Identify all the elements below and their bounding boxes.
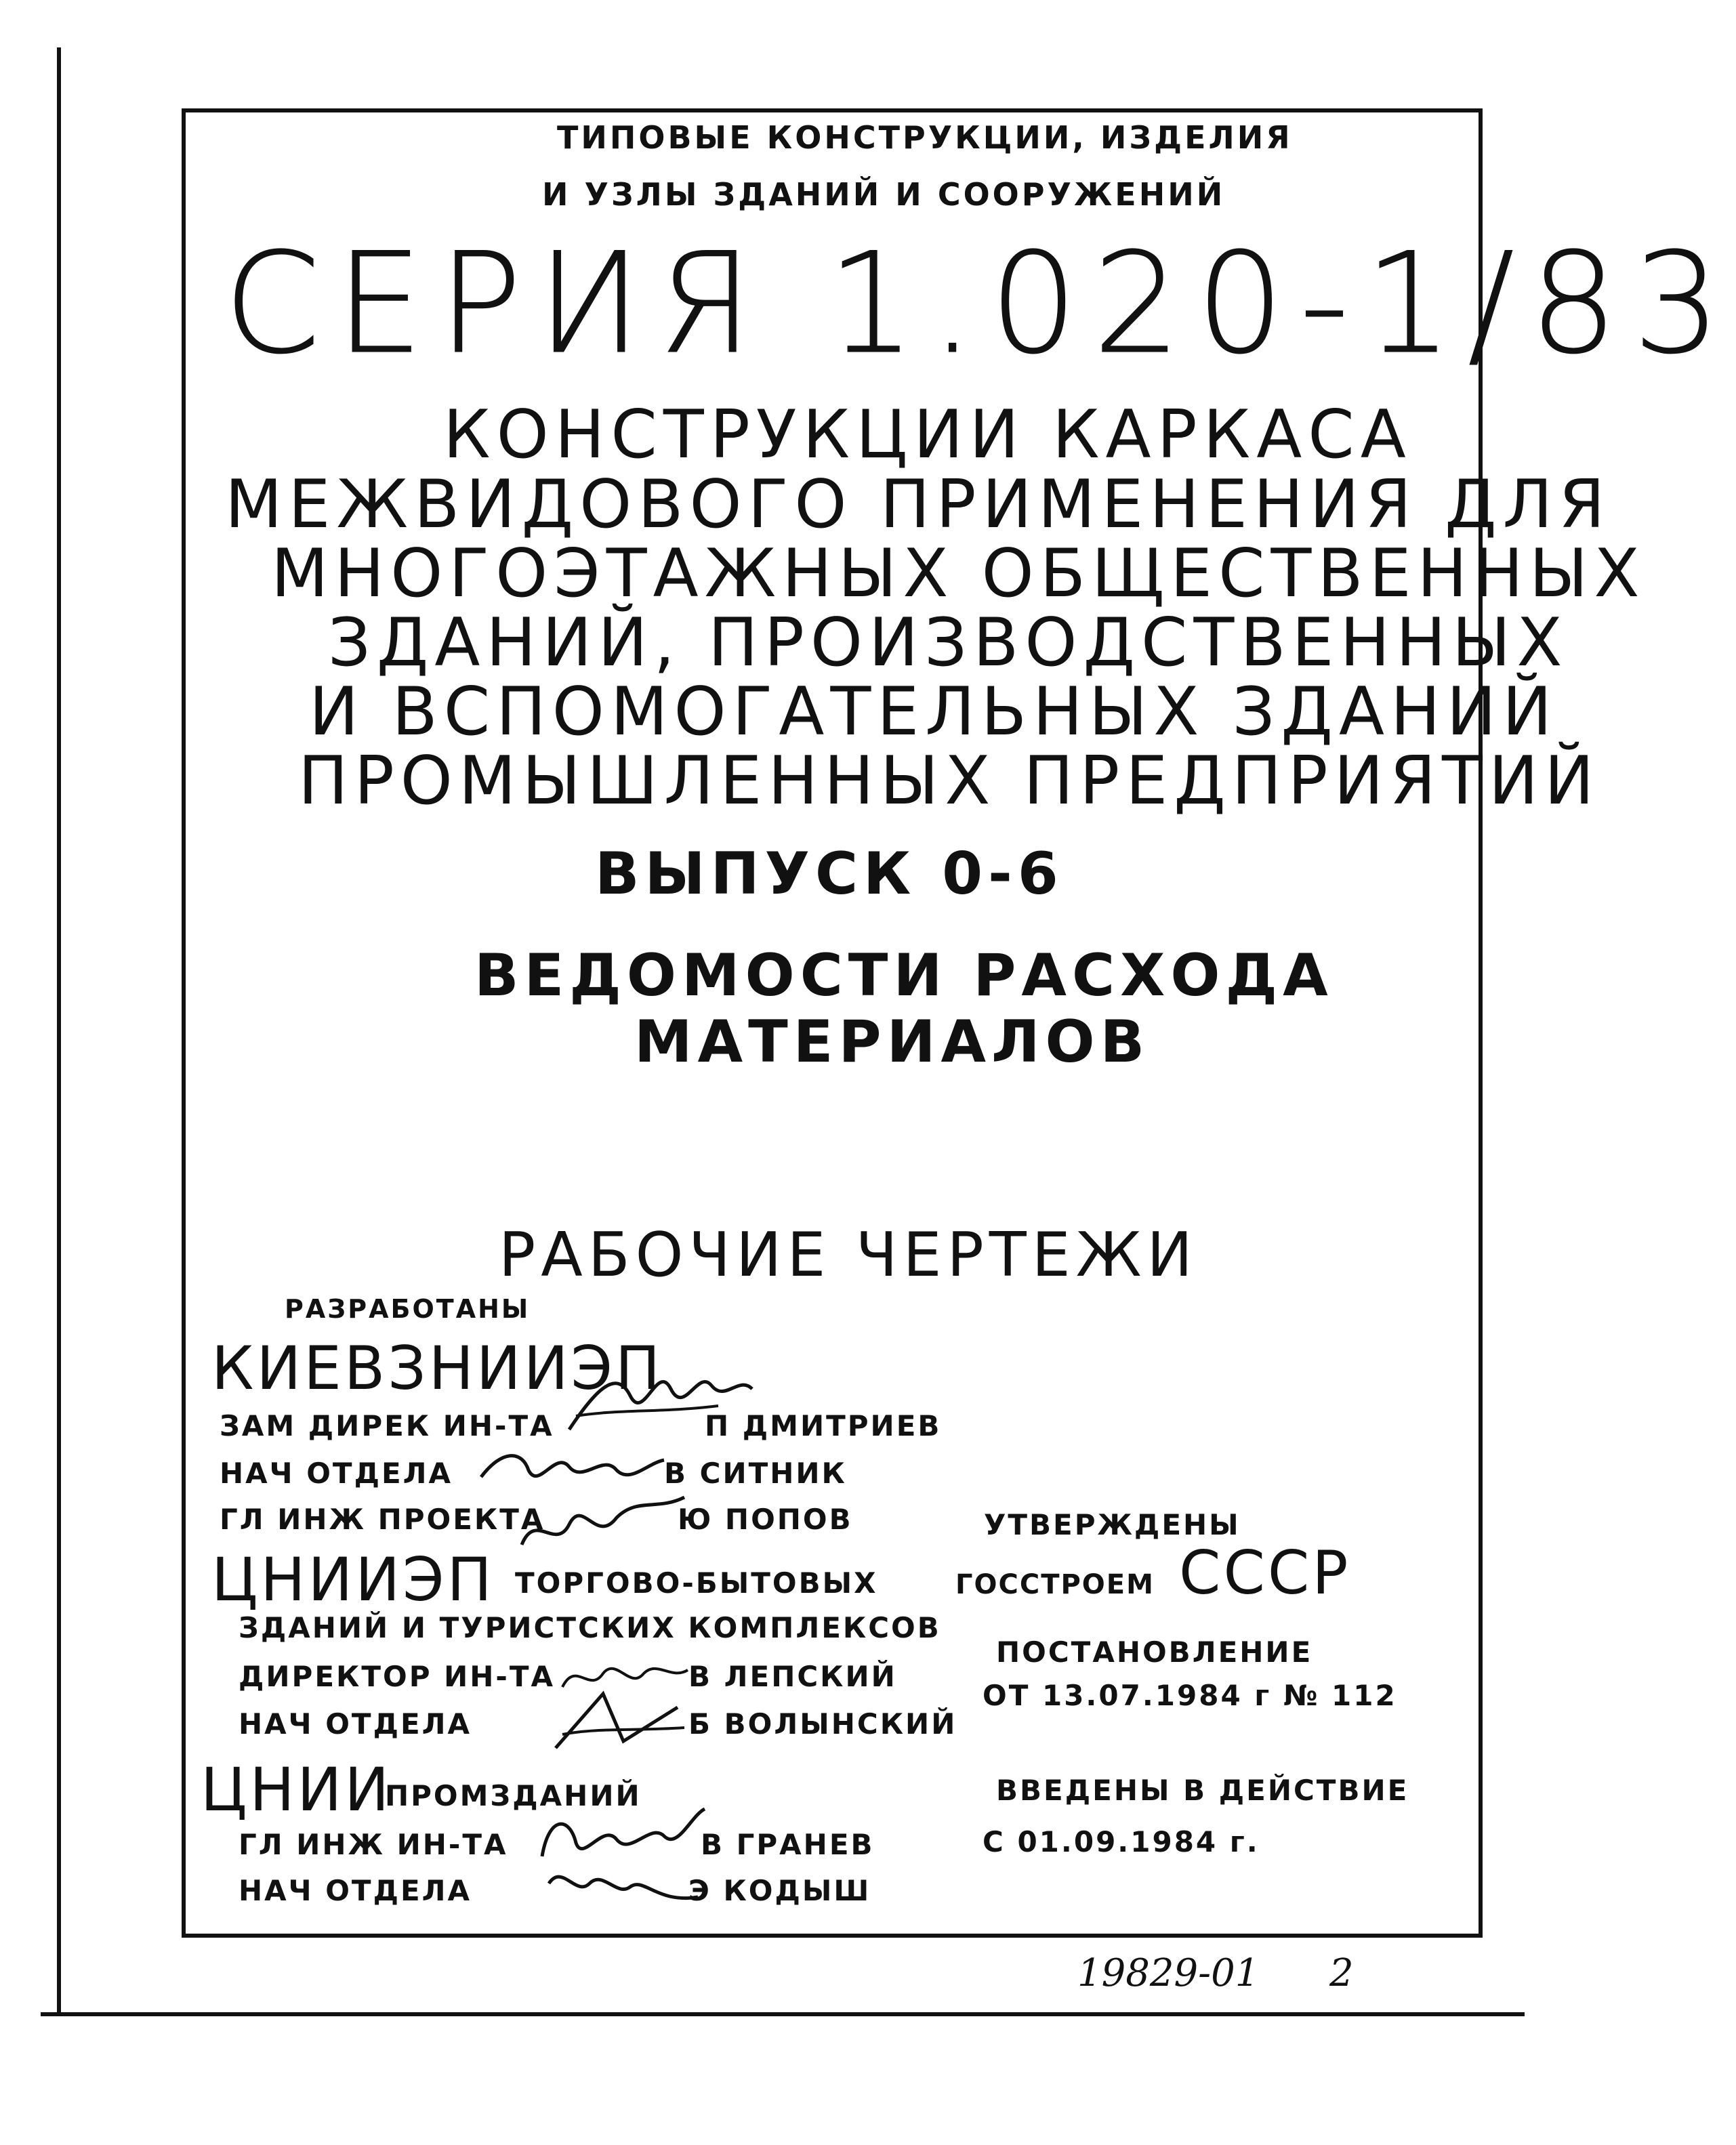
footer-page: 2	[1329, 1951, 1354, 1995]
effect-label: ВВЕДЕНЫ В ДЕЙСТВИЕ	[996, 1774, 1409, 1807]
subtitle-line-2: МАТЕРИАЛОВ	[634, 1008, 1151, 1076]
org3-suffix: ПРОМЗДАНИЙ	[385, 1779, 642, 1812]
bottom-sheet-line	[41, 2012, 1525, 2016]
org1-person-3: Ю ПОПОВ	[678, 1503, 853, 1536]
org2-line-2: ЗДАНИЙ И ТУРИСТСКИХ КОМПЛЕКСОВ	[239, 1611, 941, 1644]
org1-person-1: П ДМИТРИЕВ	[705, 1409, 942, 1442]
org2-role-1: ДИРЕКТОР ИН-ТА	[239, 1660, 556, 1693]
footer-code: 19829-01	[1077, 1951, 1260, 1995]
org2-name: ЦНИИЭП	[211, 1545, 495, 1615]
org2-person-2: Б ВОЛЫНСКИЙ	[688, 1707, 957, 1741]
decree-label: ПОСТАНОВЛЕНИЕ	[996, 1636, 1313, 1669]
signature-volynskiy	[542, 1680, 691, 1762]
approval-authority-small: ГОССТРОЕМ	[955, 1569, 1155, 1600]
org1-role-2: НАЧ ОТДЕЛА	[220, 1457, 453, 1490]
signature-dmitriev	[556, 1348, 759, 1450]
subtitle-line-1: ВЕДОМОСТИ РАСХОДА	[474, 942, 1334, 1009]
org3-person-2: Э КОДЫШ	[688, 1874, 871, 1907]
series-title: СЕРИЯ 1.020-1/83	[224, 224, 1736, 385]
org3-role-2: НАЧ ОТДЕЛА	[239, 1874, 472, 1907]
signature-kodysh	[542, 1856, 705, 1917]
header-line-2: И УЗЛЫ ЗДАНИЙ И СООРУЖЕНИЙ	[542, 176, 1226, 213]
approval-label: УТВЕРЖДЕНЫ	[984, 1508, 1241, 1541]
title-line-5: И ВСПОМОГАТЕЛЬНЫХ ЗДАНИЙ	[309, 673, 1558, 751]
decree-number: ОТ 13.07.1984 г № 112	[983, 1679, 1397, 1712]
title-line-4: ЗДАНИЙ, ПРОИЗВОДСТВЕННЫХ	[328, 604, 1569, 682]
org1-name: КИЕВЗНИИЭП	[211, 1333, 663, 1403]
org3-role-1: ГЛ ИНЖ ИН-ТА	[239, 1828, 508, 1861]
signature-popov	[515, 1484, 691, 1565]
org3-person-1: В ГРАНЕВ	[701, 1828, 875, 1861]
org1-role-1: ЗАМ ДИРЕК ИН-ТА	[220, 1409, 554, 1442]
org2-role-2: НАЧ ОТДЕЛА	[239, 1707, 472, 1741]
org2-person-1: В ЛЕПСКИЙ	[688, 1660, 897, 1693]
drawings-label: РАБОЧИЕ ЧЕРТЕЖИ	[499, 1220, 1198, 1291]
title-line-2: МЕЖВИДОВОГО ПРИМЕНЕНИЯ ДЛЯ	[225, 466, 1611, 543]
developed-label: РАЗРАБОТАНЫ	[285, 1294, 531, 1324]
org3-name: ЦНИИ	[201, 1755, 392, 1825]
org2-suffix: ТОРГОВО-БЫТОВЫХ	[515, 1566, 878, 1600]
header-line-1: ТИПОВЫЕ КОНСТРУКЦИИ, ИЗДЕЛИЯ	[557, 119, 1293, 156]
title-line-1: КОНСТРУКЦИИ КАРКАСА	[443, 396, 1412, 474]
org1-person-2: В СИТНИК	[664, 1457, 847, 1490]
effect-date: С 01.09.1984 г.	[983, 1825, 1260, 1858]
issue-label: ВЫПУСК 0-6	[595, 840, 1064, 908]
left-margin-line	[57, 47, 61, 2012]
org1-role-3: ГЛ ИНЖ ПРОЕКТА	[220, 1503, 545, 1536]
title-line-3: МНОГОЭТАЖНЫХ ОБЩЕСТВЕННЫХ	[271, 535, 1646, 612]
approval-authority-big: СССР	[1179, 1538, 1351, 1608]
title-line-6: ПРОМЫШЛЕННЫХ ПРЕДПРИЯТИЙ	[298, 743, 1600, 820]
